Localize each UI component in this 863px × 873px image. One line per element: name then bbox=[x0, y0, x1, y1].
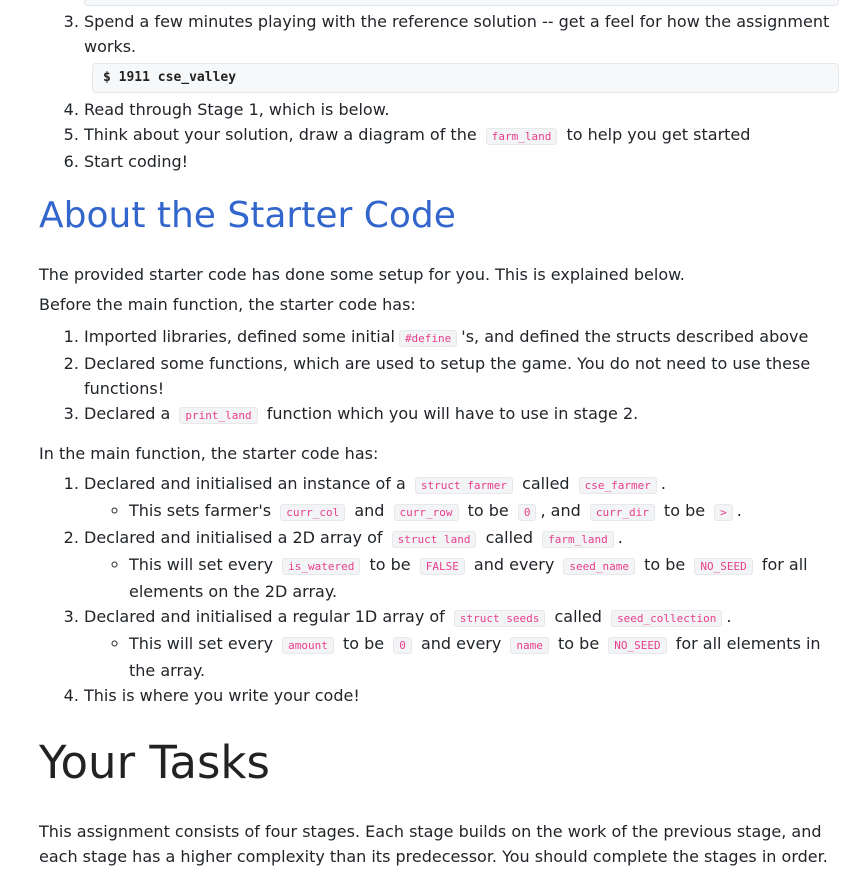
inline-code: cse_farmer bbox=[579, 477, 657, 494]
inline-code: NO_SEED bbox=[608, 637, 666, 654]
about-intro: The provided starter code has done some setup for you. This is explained below. bbox=[39, 265, 685, 284]
inline-code: farm_land bbox=[486, 128, 558, 145]
in-main-list bbox=[39, 471, 839, 708]
inline-code: struct land bbox=[392, 531, 477, 548]
in-main-item-4: 4. This is where you write your code! bbox=[84, 683, 839, 708]
inline-code: is_watered bbox=[282, 558, 360, 575]
inline-code: print_land bbox=[179, 407, 257, 424]
in-main-text: In the main function, the starter code has: bbox=[39, 444, 379, 463]
inline-code: amount bbox=[282, 637, 334, 654]
tasks-body: This assignment consists of four stages. Each stage builds on the work of the previous stage, and each stage has a higher complexity than its predecessor. You should complete the stages in order. bbox=[39, 822, 828, 866]
setup-step-3: 3. Spend a few minutes playing with the reference solution -- get a feel for how the assignment works. $ 1911 cse_valley bbox=[84, 9, 839, 93]
about-heading: About the Starter Code bbox=[39, 195, 456, 236]
in-main-subitem-3: ◦ This will set every amount to be 0 and every name to be NO_SEED for all elements in the array. bbox=[129, 631, 839, 683]
before-main-text: Before the main function, the starter code has: bbox=[39, 295, 416, 314]
in-main-subitem-2: ◦ This will set every is_watered to be FALSE and every seed_name to be NO_SEED for all elements on the 2D array. bbox=[129, 552, 839, 604]
inline-code: seed_name bbox=[563, 558, 635, 575]
inline-code: seed_collection bbox=[611, 610, 722, 627]
setup-step-5: 5. Think about your solution, draw a diagram of the farm_land to help you get started bbox=[84, 122, 839, 149]
inline-code: curr_dir bbox=[590, 504, 655, 521]
inline-code: name bbox=[510, 637, 549, 654]
inline-code: 0 bbox=[393, 637, 412, 654]
before-main-item-1: 1. Imported libraries, defined some initial #define 's, and defined the structs described above bbox=[84, 324, 839, 351]
in-main-item-2: 2. Declared and initialised a 2D array of struct land called farm_land . ◦ This will set every is_watered to be FALSE and every seed_name to be NO_SEED for all elements on the 2D array. bbox=[84, 525, 839, 604]
inline-code: FALSE bbox=[420, 558, 465, 575]
inline-code: farm_land bbox=[542, 531, 614, 548]
in-main-subitem-1: ◦ This sets farmer's curr_col and curr_row to be 0 , and curr_dir to be > . bbox=[129, 498, 839, 525]
inline-code: NO_SEED bbox=[694, 558, 752, 575]
inline-code: > bbox=[714, 504, 733, 521]
setup-step-6: 6. Start coding! bbox=[84, 149, 839, 174]
setup-steps-list bbox=[39, 9, 839, 174]
before-main-list bbox=[39, 324, 839, 428]
in-main-item-3: 3. Declared and initialised a regular 1D array of struct seeds called seed_collection . ◦ This will set every amount to be 0 and every name to be NO_SEED for all elements in the array. bbox=[84, 604, 839, 683]
inline-code: struct seeds bbox=[454, 610, 545, 627]
inline-code: curr_col bbox=[280, 504, 345, 521]
in-main-item-1: 1. Declared and initialised an instance of a struct farmer called cse_farmer . ◦ This sets farmer's curr_col and curr_row to be 0 , and curr_dir to be > . bbox=[84, 471, 839, 525]
setup-step-4: 4. Read through Stage 1, which is below. bbox=[84, 97, 839, 122]
inline-code: #define bbox=[399, 330, 457, 347]
before-main-item-3: 3. Declared a print_land function which you will have to use in stage 2. bbox=[84, 401, 839, 428]
inline-code: curr_row bbox=[394, 504, 459, 521]
inline-code: struct farmer bbox=[415, 477, 513, 494]
command-code-block: $ 1911 cse_valley bbox=[92, 63, 839, 93]
code-block-top-edge bbox=[84, 0, 839, 6]
before-main-item-2: 2. Declared some functions, which are used to setup the game. You do not need to use these functions! bbox=[84, 351, 839, 401]
tasks-heading: Your Tasks bbox=[39, 736, 270, 789]
inline-code: 0 bbox=[518, 504, 537, 521]
